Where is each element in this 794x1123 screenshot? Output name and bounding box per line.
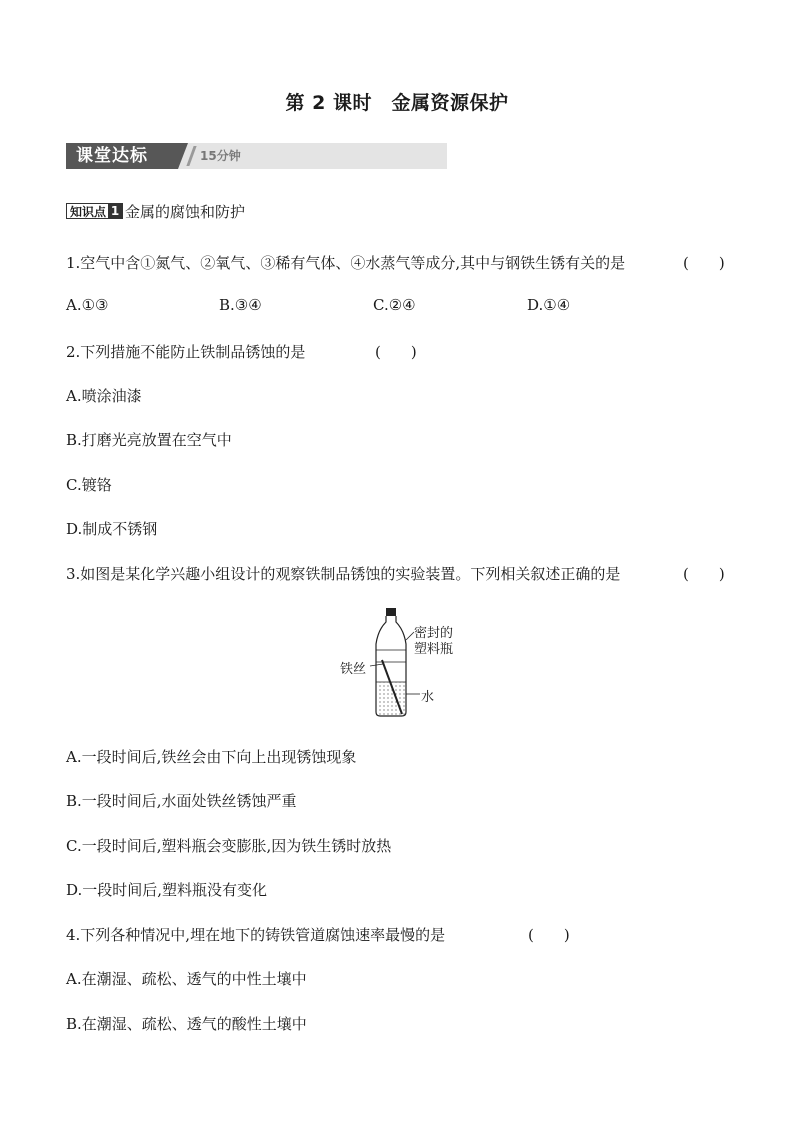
question-2-answer-paren: ( ) <box>375 343 417 361</box>
question-2-option-c: C.镀铬 <box>66 476 112 494</box>
question-3-option-b: B.一段时间后,水面处铁丝锈蚀严重 <box>66 792 297 810</box>
bottle-cap <box>386 608 396 616</box>
question-1-option-a: A.①③ <box>66 296 109 314</box>
banner-time: 15分钟 <box>200 149 241 163</box>
question-3-option-d: D.一段时间后,塑料瓶没有变化 <box>66 881 268 899</box>
question-2-option-d: D.制成不锈钢 <box>66 520 158 538</box>
label-bottle-line-2: 塑料瓶 <box>414 642 454 657</box>
question-1-option-b: B.③④ <box>219 296 262 314</box>
question-3-option-a: A.一段时间后,铁丝会由下向上出现锈蚀现象 <box>66 748 357 766</box>
question-1-option-c: C.②④ <box>373 296 416 314</box>
question-3-answer-paren: ( ) <box>683 565 725 583</box>
page-title: 第 2 课时 金属资源保护 <box>285 92 509 114</box>
question-4-answer-paren: ( ) <box>528 926 570 944</box>
knowledge-point-text: 金属的腐蚀和防护 <box>125 202 246 221</box>
label-bottle-line-1: 密封的 <box>414 626 454 641</box>
question-4-stem: 4.下列各种情况中,埋在地下的铸铁管道腐蚀速率最慢的是 <box>66 926 446 944</box>
section-banner <box>66 143 447 169</box>
question-1-answer-paren: ( ) <box>683 254 725 272</box>
knowledge-point-number: 1 <box>108 203 122 219</box>
question-3-stem: 3.如图是某化学兴趣小组设计的观察铁制品锈蚀的实验装置。下列相关叙述正确的是 <box>66 565 621 583</box>
question-2-option-b: B.打磨光亮放置在空气中 <box>66 431 232 449</box>
knowledge-point-heading <box>66 200 245 222</box>
banner-label: 课堂达标 <box>66 143 178 169</box>
question-2-option-a: A.喷涂油漆 <box>66 387 142 405</box>
question-2-stem: 2.下列措施不能防止铁制品锈蚀的是 <box>66 343 306 361</box>
knowledge-point-label: 知识点 <box>70 204 107 219</box>
knowledge-point-badge <box>66 203 123 219</box>
experiment-figure <box>330 604 470 722</box>
question-1-stem: 1.空气中含①氮气、②氧气、③稀有气体、④水蒸气等成分,其中与钢铁生锈有关的是 <box>66 254 626 272</box>
question-1-option-d: D.①④ <box>527 296 571 314</box>
label-iron-wire: 铁丝 <box>340 662 367 677</box>
question-3-option-c: C.一段时间后,塑料瓶会变膨胀,因为铁生锈时放热 <box>66 837 392 855</box>
question-4-option-a: A.在潮湿、疏松、透气的中性土壤中 <box>66 970 307 988</box>
question-4-option-b: B.在潮湿、疏松、透气的酸性土壤中 <box>66 1015 307 1033</box>
label-water: 水 <box>421 690 435 705</box>
